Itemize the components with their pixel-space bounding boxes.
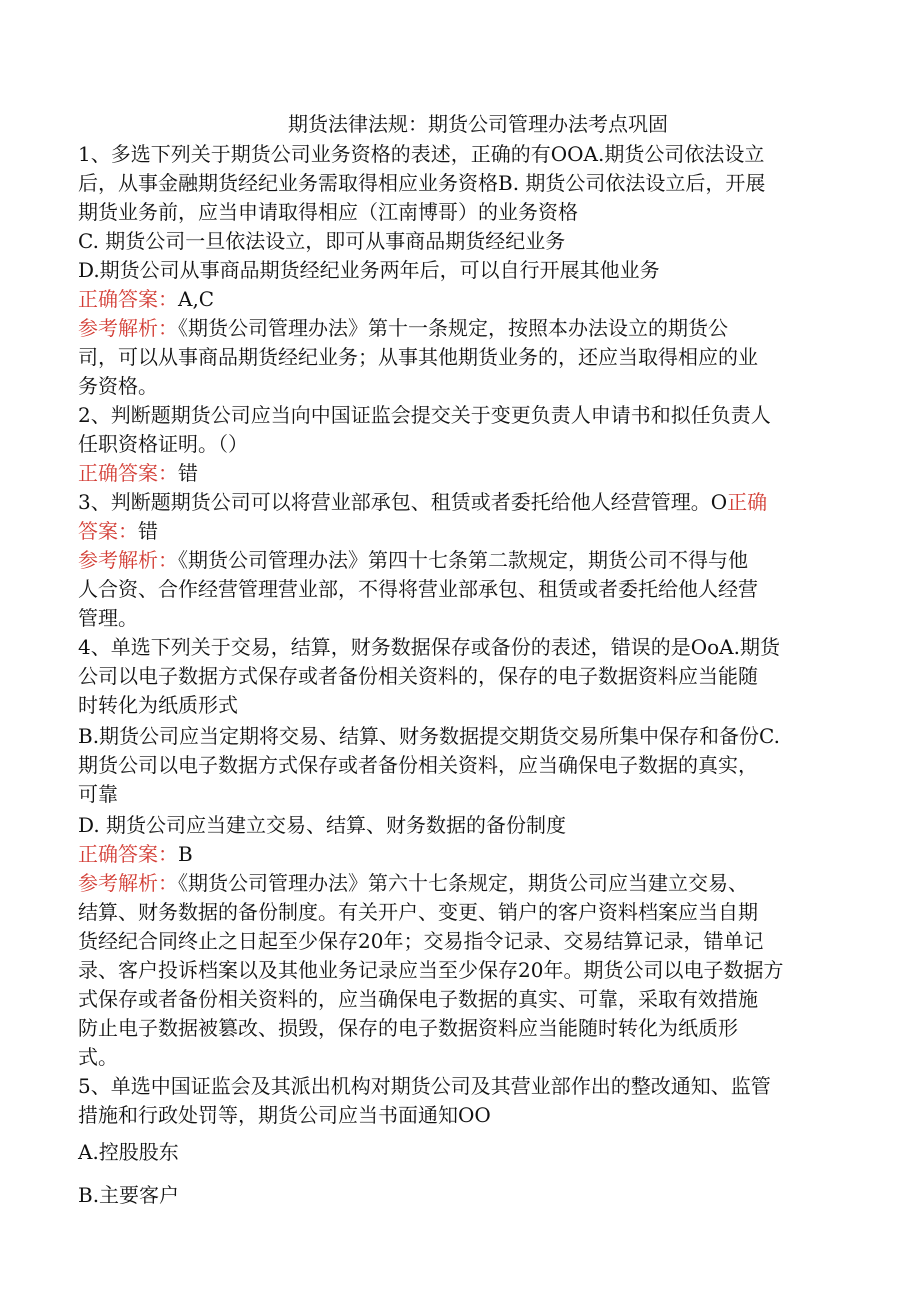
question-stem: 1、多选下列关于期货公司业务资格的表述，正确的有OOA.期货公司依法设立 [78, 142, 765, 166]
analysis-label: 参考解析： [78, 548, 178, 572]
document-page [78, 110, 838, 1210]
analysis-text: 务资格。 [78, 374, 158, 398]
question-stem: 5、单选中国证监会及其派出机构对期货公司及其营业部作出的整改通知、监管 [78, 1074, 771, 1098]
analysis-text: 《期货公司管理办法》第十一条规定，按照本办法设立的期货公 [178, 316, 728, 340]
question-stem-text: 3、判断题期货公司可以将营业部承包、租赁或者委托给他人经营管理。O [78, 490, 728, 514]
option-c: C. 期货公司一旦依法设立，即可从事商品期货经纪业务 [78, 229, 566, 253]
question-stem: 期货业务前，应当申请取得相应（江南博哥）的业务资格 [78, 200, 578, 224]
analysis-text: 式保存或者备份相关资料的，应当确保电子数据的真实、可靠，采取有效措施 [78, 987, 758, 1011]
answer-value: 错 [138, 519, 158, 543]
question-4 [78, 633, 838, 1072]
question-stem: 任职资格证明。（） [78, 432, 248, 456]
answer-label: 答案： [78, 519, 138, 543]
answer-value: B [178, 842, 193, 866]
question-stem [78, 488, 838, 517]
analysis-text: 《期货公司管理办法》第六十七条规定，期货公司应当建立交易、 [178, 871, 748, 895]
question-2 [78, 401, 838, 488]
option-d: D.期货公司从事商品期货经纪业务两年后，可以自行开展其他业务 [78, 258, 660, 282]
answer-label: 正确答案： [78, 287, 178, 311]
question-stem: 2、判断题期货公司应当向中国证监会提交关于变更负责人申请书和拟任负责人 [78, 403, 771, 427]
analysis-label: 参考解析： [78, 871, 178, 895]
question-3 [78, 488, 838, 633]
analysis-text: 人合资、合作经营管理营业部，不得将营业部承包、租赁或者委托给他人经营 [78, 577, 758, 601]
option-b: 可靠 [78, 782, 118, 806]
question-5 [78, 1072, 838, 1210]
question-stem: 时转化为纸质形式 [78, 693, 238, 717]
document-title: 期货法律法规：期货公司管理办法考点巩固 [288, 112, 668, 136]
analysis-text: 管理。 [78, 606, 138, 630]
analysis-line [78, 314, 838, 343]
option-b: 期货公司以电子数据方式保存或者备份相关资料，应当确保电子数据的真实， [78, 753, 758, 777]
analysis-text: 式。 [78, 1045, 118, 1069]
question-stem: 公司以电子数据方式保存或者备份相关资料的，保存的电子数据资料应当能随 [78, 664, 758, 688]
question-stem: 措施和行政处罚等，期货公司应当书面通知OO [78, 1103, 491, 1127]
question-stem: 4、单选下列关于交易，结算，财务数据保存或备份的表述，错误的是OoA.期货 [78, 635, 780, 659]
analysis-text: 结算、财务数据的备份制度。有关开户、变更、销户的客户资料档案应当自期 [78, 900, 758, 924]
analysis-line [78, 869, 838, 898]
option-b: B.期货公司应当定期将交易、结算、财务数据提交期货交易所集中保存和备份C. [78, 724, 781, 748]
answer-label: 正确 [727, 490, 768, 514]
question-stem: 后，从事金融期货经纪业务需取得相应业务资格B. 期货公司依法设立后，开展 [78, 171, 766, 195]
analysis-text: 货经纪合同终止之日起至少保存20年；交易指令记录、交易结算记录，错单记 [78, 929, 764, 953]
answer-line [78, 517, 838, 546]
analysis-label: 参考解析： [78, 316, 178, 340]
answer-label: 正确答案： [78, 842, 178, 866]
answer-line [78, 459, 838, 488]
analysis-text: 《期货公司管理办法》第四十七条第二款规定，期货公司不得与他 [178, 548, 748, 572]
answer-line [78, 840, 838, 869]
option-d: D. 期货公司应当建立交易、结算、财务数据的备份制度 [78, 813, 567, 837]
answer-value: A,C [178, 287, 215, 311]
option-b: B.主要客户 [78, 1183, 180, 1207]
analysis-text: 司，可以从事商品期货经纪业务；从事其他期货业务的，还应当取得相应的业 [78, 345, 758, 369]
analysis-text: 防止电子数据被篡改、损毁，保存的电子数据资料应当能随时转化为纸质形 [78, 1016, 738, 1040]
question-1 [78, 140, 838, 401]
analysis-text: 录、客户投诉档案以及其他业务记录应当至少保存20年。期货公司以电子数据方 [78, 958, 784, 982]
answer-label: 正确答案： [78, 461, 178, 485]
answer-value: 错 [178, 461, 198, 485]
option-a: A.控股股东 [78, 1140, 179, 1164]
answer-line [78, 285, 838, 314]
analysis-line [78, 546, 838, 575]
